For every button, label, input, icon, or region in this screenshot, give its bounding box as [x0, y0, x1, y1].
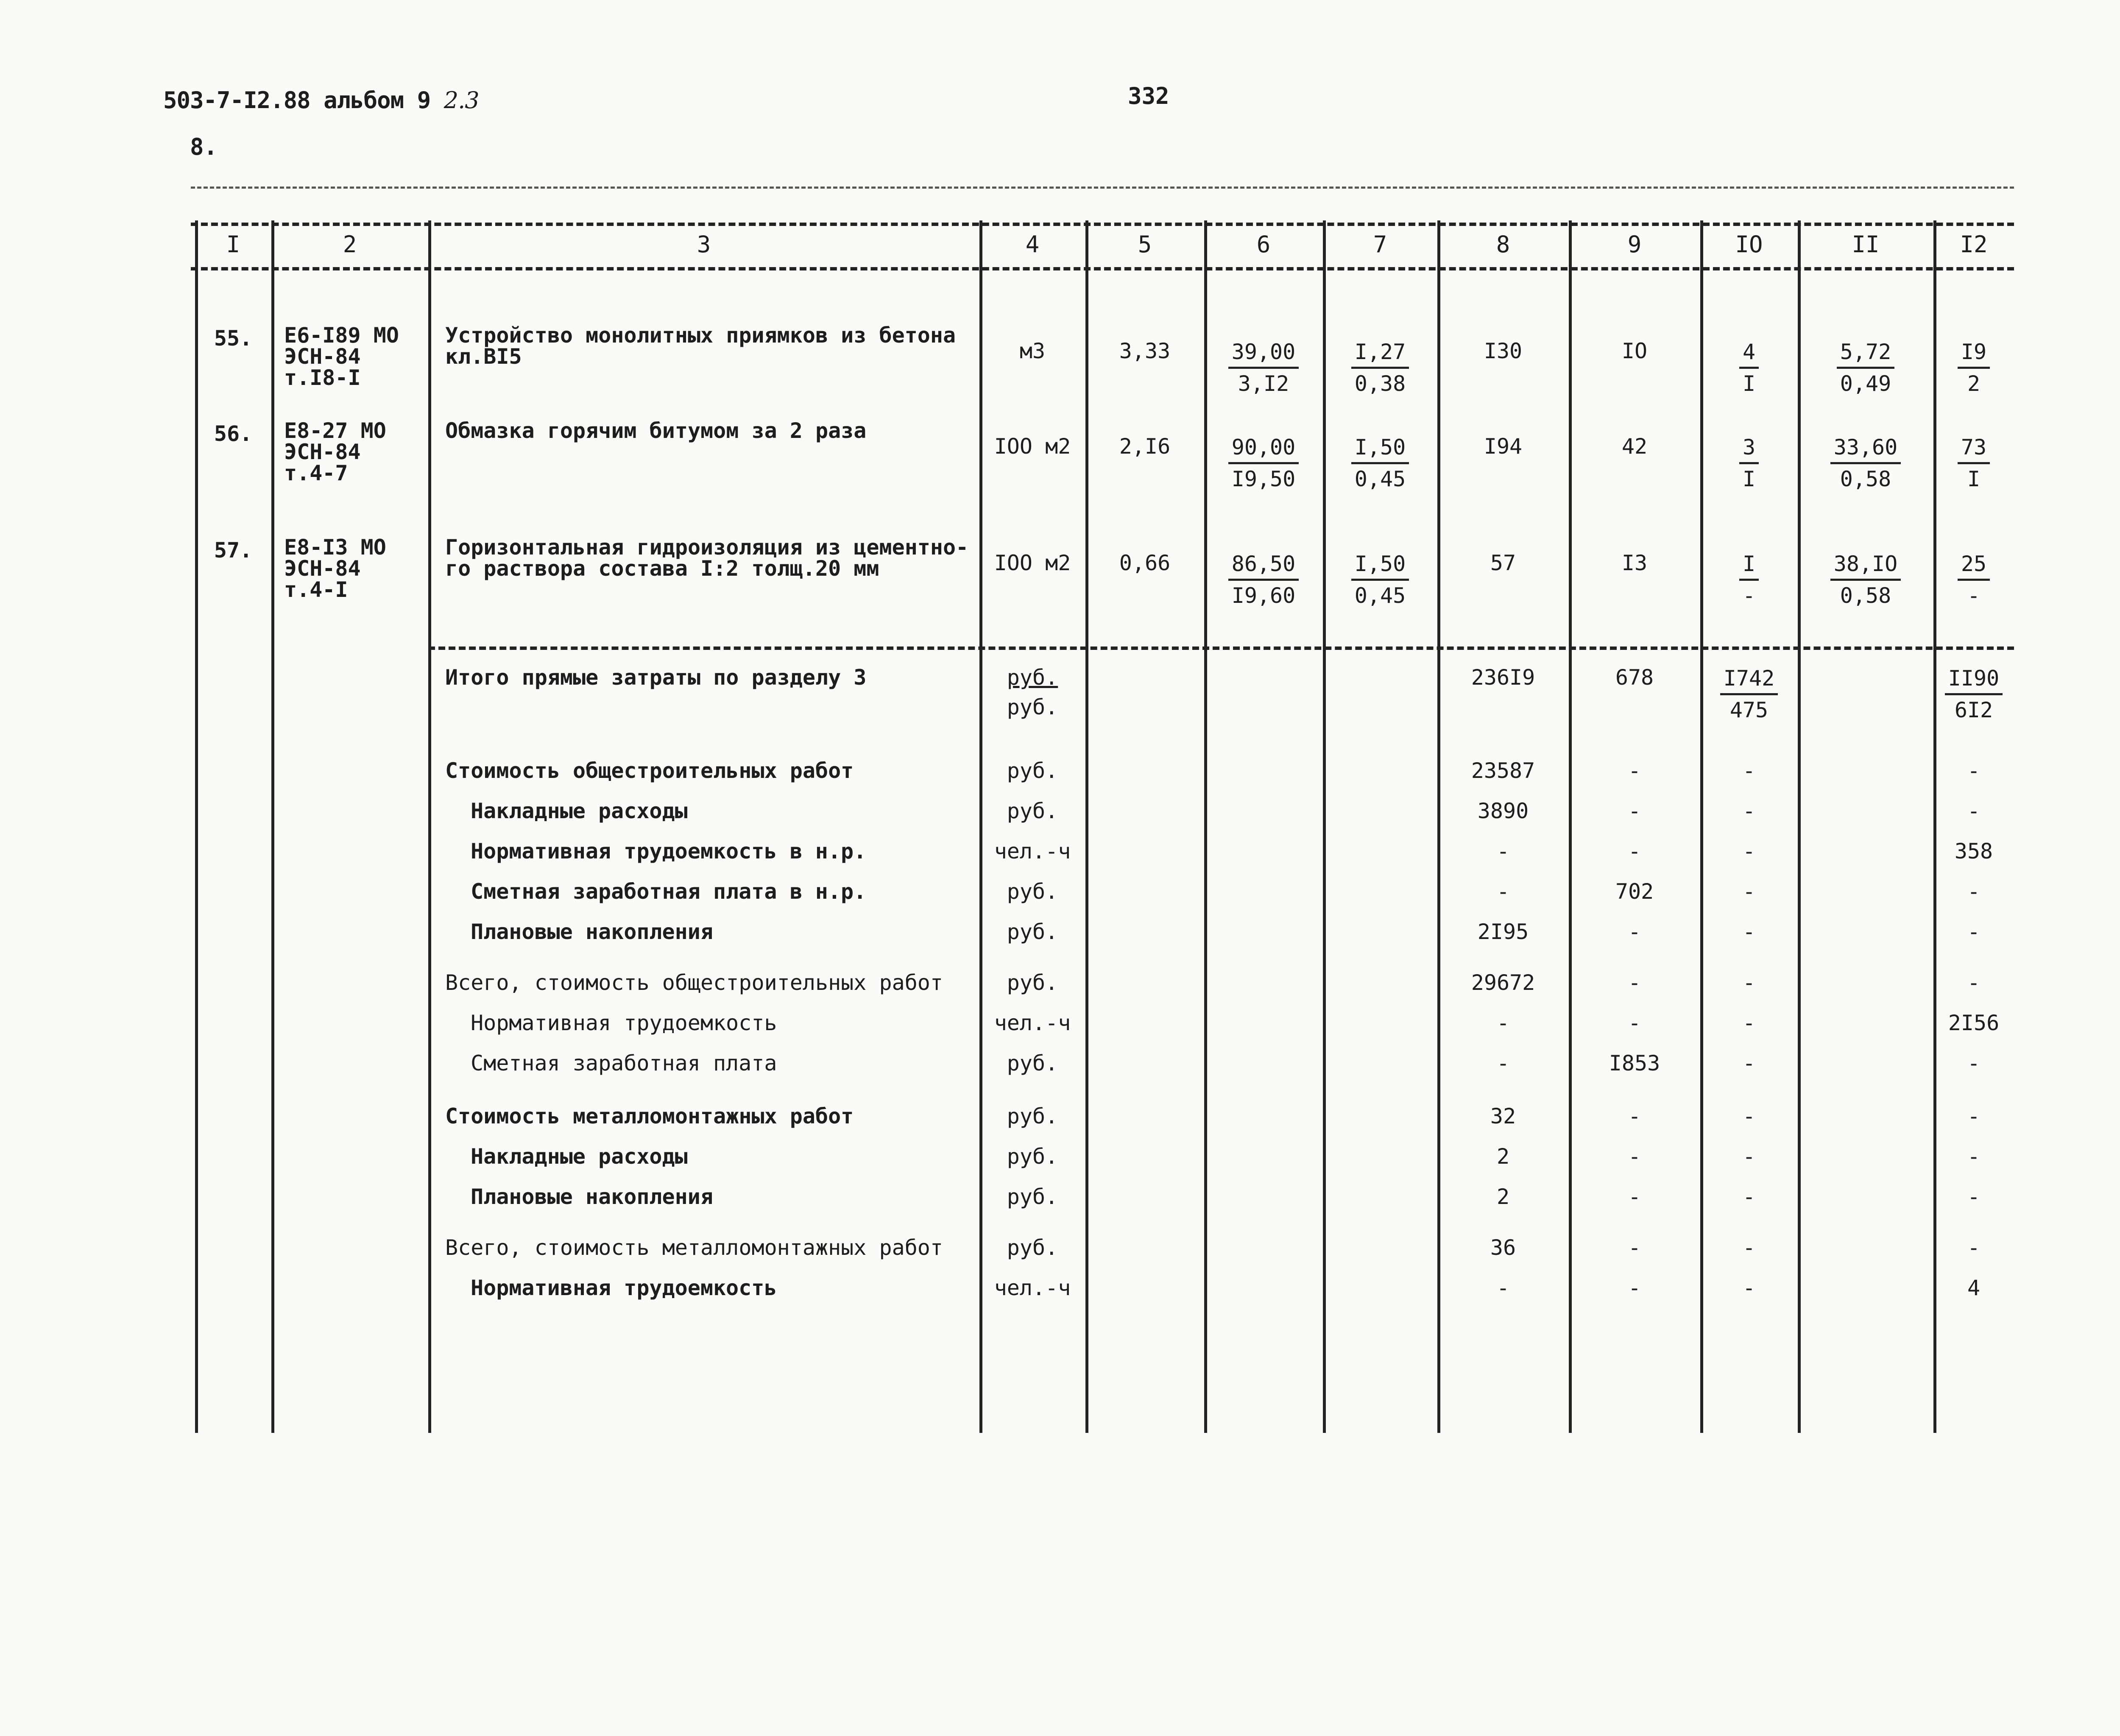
- row-3-number: 57.: [214, 538, 253, 563]
- row-3-col7: [1323, 549, 1437, 610]
- row-3-col7-fraction: [1351, 549, 1409, 610]
- summary-row-1-col9: -: [1628, 758, 1641, 783]
- row-2-col7-denominator: 0,45: [1354, 467, 1406, 491]
- summary-row-2-col12: -: [1967, 799, 1981, 823]
- summary-row-11-col12: -: [1967, 1184, 1981, 1209]
- row-3-col12-fraction: [1958, 549, 1990, 610]
- row-3-col11-fraction: [1830, 549, 1901, 610]
- total-direct-label: Итого прямые затраты по разделу 3: [445, 665, 867, 690]
- summary-row-2-col10: -: [1742, 799, 1756, 823]
- summary-row-11-col8: 2: [1496, 1184, 1510, 1209]
- total-direct-col10-denominator: 475: [1729, 698, 1769, 722]
- summary-row-5-col12: -: [1967, 920, 1981, 944]
- summary-row-10-col10: -: [1742, 1144, 1756, 1169]
- row-2-col9: 42: [1621, 434, 1648, 459]
- row-1-col11-denominator: 0,49: [1840, 371, 1891, 396]
- row-1-number: 55.: [214, 326, 253, 351]
- row-2-col11-fraction: [1830, 432, 1901, 494]
- summary-row-9-label: Стоимость металломонтажных работ: [445, 1104, 854, 1129]
- row-1-code-line-2: ЭСН-84: [284, 344, 361, 369]
- summary-row-7-label: Нормативная трудоемкость: [471, 1011, 777, 1035]
- row-1-col10-fraction: [1739, 337, 1759, 398]
- summary-row-11-unit: руб.: [1007, 1184, 1058, 1209]
- summary-row-12-label: Всего, стоимость металломонтажных работ: [445, 1235, 943, 1260]
- summary-row-10-label: Накладные расходы: [471, 1144, 688, 1169]
- summary-row-2-unit: руб.: [1007, 799, 1058, 823]
- column-number-9: 9: [1627, 231, 1642, 258]
- row-3-description-line-2: го раствора состава I:2 толщ.20 мм: [445, 556, 879, 581]
- row-3-col12-numerator: 25: [1958, 549, 1990, 581]
- summary-row-7-unit: чел.-ч: [994, 1011, 1071, 1035]
- row-2-col11: [1798, 432, 1933, 494]
- row-2-code-line-3: т.4-7: [284, 461, 348, 485]
- column-number-8: 8: [1496, 231, 1510, 258]
- summary-row-8-col8: -: [1496, 1051, 1510, 1076]
- header-top-rule: [191, 223, 2014, 226]
- summary-row-13-col12: 4: [1967, 1276, 1981, 1300]
- summary-row-10-unit: руб.: [1007, 1144, 1058, 1169]
- row-3-col10: [1700, 549, 1798, 610]
- row-1-col10-denominator: I: [1742, 371, 1756, 396]
- row-2-col10-fraction: [1739, 432, 1759, 494]
- summary-row-8-col10: -: [1742, 1051, 1756, 1076]
- row-2-col8: I94: [1484, 434, 1523, 459]
- row-1-col7-numerator: I,27: [1351, 337, 1409, 369]
- summary-row-3-col12: 358: [1954, 839, 1993, 864]
- summary-row-13-label: Нормативная трудоемкость: [471, 1276, 777, 1300]
- summary-row-6-col8: 29672: [1471, 970, 1535, 995]
- row-2-col12-numerator: 73: [1958, 432, 1990, 464]
- row-2-col10-numerator: 3: [1739, 432, 1759, 464]
- sheet-number: 8.: [190, 134, 218, 160]
- summary-row-2-col9: -: [1628, 799, 1641, 823]
- summary-row-12-col10: -: [1742, 1235, 1756, 1260]
- row-1-col12-numerator: I9: [1958, 337, 1990, 369]
- row-2-col10-denominator: I: [1742, 467, 1756, 491]
- summary-row-6-col12: -: [1967, 970, 1981, 995]
- summary-row-5-unit: руб.: [1007, 920, 1058, 944]
- row-2-quantity: 2,I6: [1119, 434, 1171, 459]
- column-number-6: 6: [1256, 231, 1271, 258]
- total-direct-col10-fraction: [1720, 663, 1778, 725]
- row-2-number: 56.: [214, 421, 253, 446]
- row-3-col6-denominator: I9,60: [1231, 583, 1296, 608]
- row-3-col11: [1798, 549, 1933, 610]
- row-3-col12: [1933, 549, 2014, 610]
- total-direct-col10: [1700, 663, 1798, 725]
- summary-row-9-unit: руб.: [1007, 1104, 1058, 1129]
- summary-row-5-label: Плановые накопления: [471, 920, 713, 944]
- column-number-7: 7: [1373, 231, 1387, 258]
- column-rule-6: [1323, 220, 1326, 1433]
- column-rule-1: [271, 220, 274, 1433]
- summary-row-13-col10: -: [1742, 1276, 1756, 1300]
- column-number-12: I2: [1960, 231, 1988, 258]
- summary-row-11-col10: -: [1742, 1184, 1756, 1209]
- summary-row-8-col9: I853: [1609, 1051, 1660, 1076]
- row-1-col6: [1204, 337, 1323, 398]
- summary-row-12-unit: руб.: [1007, 1235, 1058, 1260]
- summary-row-9-col10: -: [1742, 1104, 1756, 1129]
- summary-row-5-col9: -: [1628, 920, 1641, 944]
- summary-row-10-col8: 2: [1496, 1144, 1510, 1169]
- summary-row-2-label: Накладные расходы: [471, 799, 688, 823]
- row-2-col12-fraction: [1958, 432, 1990, 494]
- column-number-3: 3: [697, 231, 711, 258]
- summary-row-12-col12: -: [1967, 1235, 1981, 1260]
- total-direct-col8: 236I9: [1471, 665, 1535, 690]
- row-2-unit: IOO м2: [994, 434, 1071, 459]
- summary-row-1-col12: -: [1967, 758, 1981, 783]
- row-2-col6-numerator: 90,00: [1228, 432, 1299, 464]
- summary-row-12-col9: -: [1628, 1235, 1641, 1260]
- row-2-col12: [1933, 432, 2014, 494]
- row-1-code-line-3: т.I8-I: [284, 365, 361, 390]
- summary-row-3-col8: -: [1496, 839, 1510, 864]
- column-rule-4: [1085, 220, 1088, 1433]
- row-2-col6-denominator: I9,50: [1231, 467, 1296, 491]
- summary-row-11-col9: -: [1628, 1184, 1641, 1209]
- summary-row-5-col8: 2I95: [1477, 920, 1529, 944]
- total-direct-unit-top: руб.: [1007, 665, 1058, 690]
- column-number-5: 5: [1138, 231, 1152, 258]
- summary-row-5-col10: -: [1742, 920, 1756, 944]
- row-2-col6-fraction: [1228, 432, 1299, 494]
- summary-row-4-col12: -: [1967, 879, 1981, 904]
- row-1-description-line-2: кл.ВI5: [445, 344, 522, 369]
- row-2-code-line-1: Е8-27 МО: [284, 418, 386, 443]
- total-direct-col12: [1933, 663, 2014, 725]
- summary-row-1-col10: -: [1742, 758, 1756, 783]
- row-1-col9: IO: [1621, 339, 1648, 363]
- summary-row-6-unit: руб.: [1007, 970, 1058, 995]
- row-1-unit: м3: [1019, 339, 1046, 363]
- total-direct-col12-fraction: [1945, 663, 2003, 725]
- column-number-1: I: [226, 231, 240, 258]
- row-3-quantity: 0,66: [1119, 551, 1171, 575]
- row-1-col12-fraction: [1958, 337, 1990, 398]
- row-3-code-line-1: Е8-I3 МО: [284, 535, 386, 560]
- row-3-unit: IOO м2: [994, 551, 1071, 575]
- summary-row-7-col9: -: [1628, 1011, 1641, 1035]
- summary-row-8-col12: -: [1967, 1051, 1981, 1076]
- row-1-code-line-1: Е6-I89 МО: [284, 323, 399, 348]
- row-3-col6-fraction: [1228, 549, 1299, 610]
- column-rule-5: [1204, 220, 1207, 1433]
- column-number-10: IO: [1735, 231, 1763, 258]
- row-1-description-line-1: Устройство монолитных приямков из бетона: [445, 323, 956, 348]
- summary-row-6-label: Всего, стоимость общестроительных работ: [445, 970, 943, 995]
- row-3-col6: [1204, 549, 1323, 610]
- document-code-note: 2.3: [444, 87, 479, 114]
- column-rule-10: [1798, 220, 1801, 1433]
- summary-row-9-col12: -: [1967, 1104, 1981, 1129]
- row-3-col10-fraction: [1739, 549, 1759, 610]
- summary-row-4-col9: 702: [1615, 879, 1654, 904]
- row-1-col11: [1798, 337, 1933, 398]
- row-2-col7-fraction: [1351, 432, 1409, 494]
- row-3-col8: 57: [1490, 551, 1516, 575]
- total-direct-col12-denominator: 6I2: [1954, 698, 1993, 722]
- summary-row-3-col9: -: [1628, 839, 1641, 864]
- summary-row-3-col10: -: [1742, 839, 1756, 864]
- summary-row-1-unit: руб.: [1007, 758, 1058, 783]
- row-2-col7-numerator: I,50: [1351, 432, 1409, 464]
- column-rule-0: [195, 220, 198, 1433]
- summary-row-7-col10: -: [1742, 1011, 1756, 1035]
- row-1-quantity: 3,33: [1119, 339, 1171, 363]
- page-number: 332: [1128, 83, 1169, 109]
- row-3-col6-numerator: 86,50: [1228, 549, 1299, 581]
- row-1-col8: I30: [1484, 339, 1523, 363]
- total-direct-col12-numerator: II90: [1945, 663, 2003, 695]
- totals-rule: [428, 646, 2014, 650]
- summary-row-7-col12: 2I56: [1948, 1011, 2000, 1035]
- row-2-col6: [1204, 432, 1323, 494]
- row-3-code-line-3: т.4-I: [284, 577, 348, 602]
- total-direct-col9: 678: [1615, 665, 1654, 690]
- row-3-col11-denominator: 0,58: [1840, 583, 1891, 608]
- row-3-code-line-2: ЭСН-84: [284, 556, 361, 581]
- row-2-col11-numerator: 33,60: [1830, 432, 1901, 464]
- summary-row-13-unit: чел.-ч: [994, 1276, 1071, 1300]
- total-direct-col10-numerator: I742: [1720, 663, 1778, 695]
- row-3-col9: I3: [1621, 551, 1648, 575]
- row-1-col11-numerator: 5,72: [1837, 337, 1894, 369]
- row-2-col7: [1323, 432, 1437, 494]
- row-1-col12-denominator: 2: [1967, 371, 1981, 396]
- row-3-col11-numerator: 38,IO: [1830, 549, 1901, 581]
- summary-row-4-col10: -: [1742, 879, 1756, 904]
- row-1-col11-fraction: [1837, 337, 1894, 398]
- summary-row-3-unit: чел.-ч: [994, 839, 1071, 864]
- summary-row-4-label: Сметная заработная плата в н.р.: [471, 879, 867, 904]
- summary-row-13-col8: -: [1496, 1276, 1510, 1300]
- row-1-col7: [1323, 337, 1437, 398]
- row-1-col12: [1933, 337, 2014, 398]
- summary-row-1-col8: 23587: [1471, 758, 1535, 783]
- summary-row-3-label: Нормативная трудоемкость в н.р.: [471, 839, 867, 864]
- row-1-col7-denominator: 0,38: [1354, 371, 1406, 396]
- summary-row-7-col8: -: [1496, 1011, 1510, 1035]
- row-2-code-line-2: ЭСН-84: [284, 440, 361, 464]
- row-3-col12-denominator: -: [1967, 583, 1981, 608]
- summary-row-9-col8: 32: [1490, 1104, 1516, 1129]
- summary-row-4-unit: руб.: [1007, 879, 1058, 904]
- summary-row-1-label: Стоимость общестроительных работ: [445, 758, 854, 783]
- summary-row-9-col9: -: [1628, 1104, 1641, 1129]
- row-3-col7-numerator: I,50: [1351, 549, 1409, 581]
- column-rule-2: [428, 220, 431, 1433]
- summary-row-6-col10: -: [1742, 970, 1756, 995]
- top-divider: [191, 187, 2014, 189]
- row-3-col10-denominator: -: [1742, 583, 1756, 608]
- column-number-4: 4: [1025, 231, 1040, 258]
- summary-row-6-col9: -: [1628, 970, 1641, 995]
- summary-row-4-col8: -: [1496, 879, 1510, 904]
- summary-row-11-label: Плановые накопления: [471, 1184, 713, 1209]
- row-3-col7-denominator: 0,45: [1354, 583, 1406, 608]
- column-number-11: II: [1852, 231, 1880, 258]
- row-3-col10-numerator: I: [1739, 549, 1759, 581]
- column-number-2: 2: [343, 231, 357, 258]
- summary-row-10-col9: -: [1628, 1144, 1641, 1169]
- summary-row-12-col8: 36: [1490, 1235, 1516, 1260]
- document-code: 503-7-I2.88 альбом 9 2.3: [163, 87, 479, 114]
- row-2-col11-denominator: 0,58: [1840, 467, 1891, 491]
- row-2-col10: [1700, 432, 1798, 494]
- row-1-col6-fraction: [1228, 337, 1299, 398]
- row-3-description-line-1: Горизонтальная гидроизоляция из цементно-: [445, 535, 969, 560]
- row-1-col6-numerator: 39,00: [1228, 337, 1299, 369]
- summary-row-8-unit: руб.: [1007, 1051, 1058, 1076]
- total-direct-unit-bottom: руб.: [1007, 695, 1058, 719]
- summary-row-2-col8: 3890: [1477, 799, 1529, 823]
- row-2-description-line-1: Обмазка горячим битумом за 2 раза: [445, 418, 867, 443]
- summary-row-10-col12: -: [1967, 1144, 1981, 1169]
- summary-row-13-col9: -: [1628, 1276, 1641, 1300]
- row-1-col10: [1700, 337, 1798, 398]
- header-bottom-rule: [191, 267, 2014, 270]
- row-1-col6-denominator: 3,I2: [1238, 371, 1289, 396]
- summary-row-8-label: Сметная заработная плата: [471, 1051, 777, 1076]
- row-1-col7-fraction: [1351, 337, 1409, 398]
- row-2-col12-denominator: I: [1967, 467, 1981, 491]
- row-1-col10-numerator: 4: [1739, 337, 1759, 369]
